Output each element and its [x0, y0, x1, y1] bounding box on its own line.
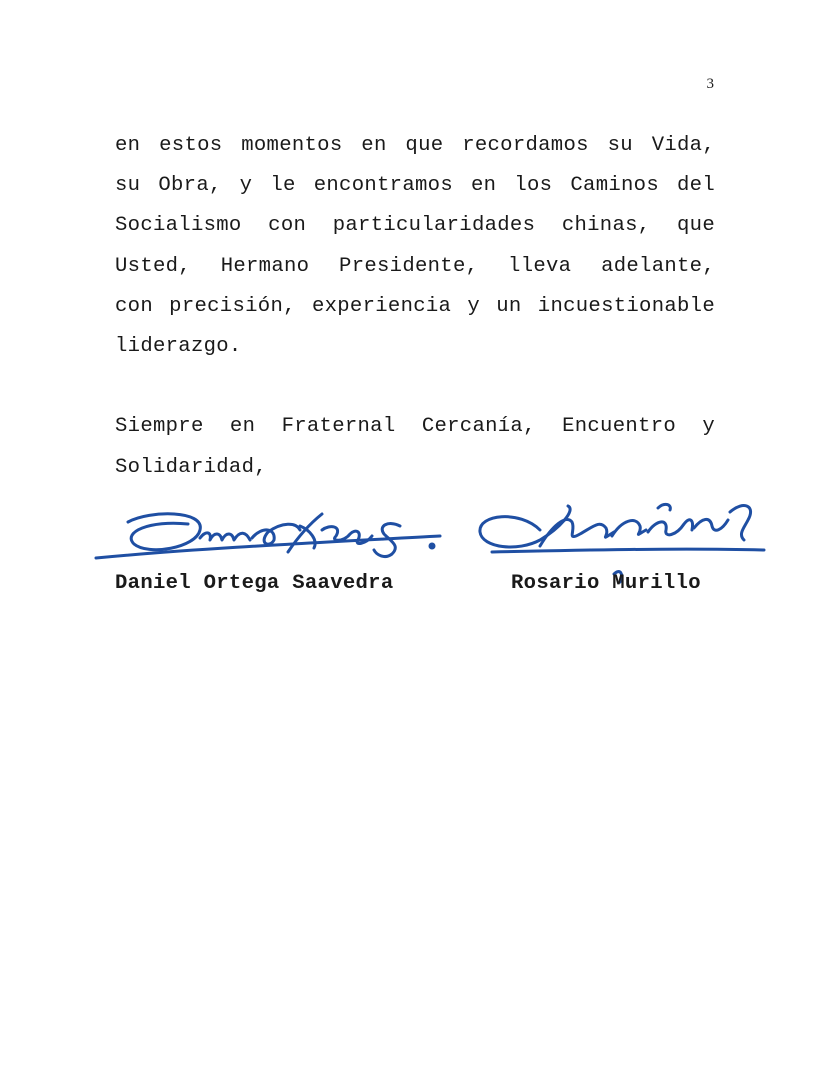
- signature-right: [480, 504, 764, 582]
- closing-line: Siempre en Fraternal Cercanía, Encuentro y: [115, 415, 715, 439]
- body-line: en estos momentos en que recordamos su Vida,: [115, 134, 715, 157]
- body-line: Usted, Hermano Presidente, lleva adelante,: [115, 254, 715, 278]
- signer-name-left: Daniel Ortega Saavedra: [115, 572, 394, 595]
- page-number: 3: [706, 76, 714, 92]
- closing-line: Solidaridad,: [115, 455, 267, 479]
- body-line: su Obra, y le encontramos en los Caminos del: [115, 174, 715, 198]
- paragraph-gap: [115, 367, 715, 407]
- signer-name-right: Rosario Murillo: [511, 572, 701, 595]
- body-line: liderazgo.: [115, 334, 242, 358]
- body-line: con precisión, experiencia y un incuestionable: [115, 294, 715, 318]
- signature-left: [96, 514, 440, 558]
- letter-body: [115, 126, 715, 488]
- body-line: Socialismo con particularidades chinas, que: [115, 214, 715, 238]
